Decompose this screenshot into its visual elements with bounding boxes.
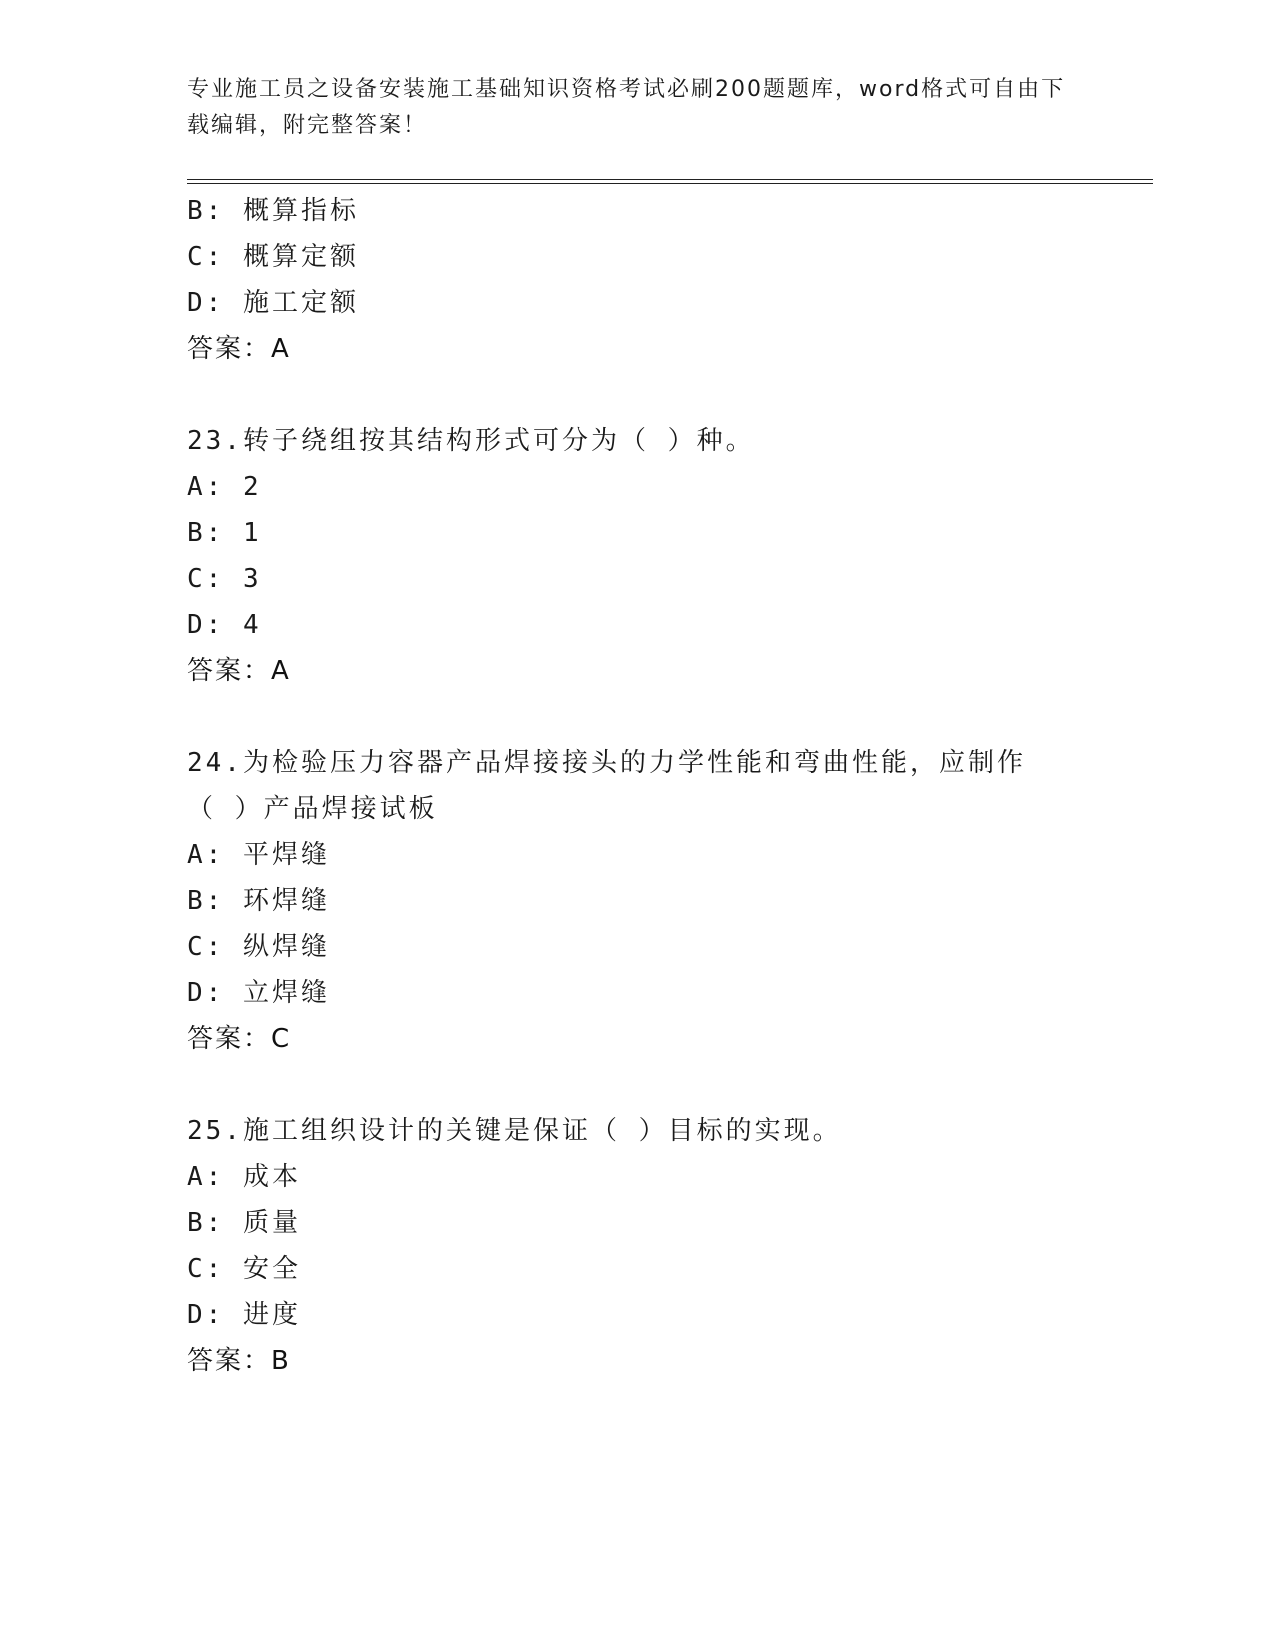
option-a: A: 平焊缝 bbox=[187, 840, 330, 870]
answer-line: 答案：A bbox=[187, 656, 291, 686]
answer-line: 答案：C bbox=[187, 1024, 292, 1054]
option-b: B: 1 bbox=[187, 518, 262, 548]
option-b: B: 概算指标 bbox=[187, 196, 359, 226]
question-list bbox=[187, 188, 1067, 1384]
spacer bbox=[187, 1062, 1067, 1108]
question-25 bbox=[187, 1108, 1067, 1384]
option-c: C: 安全 bbox=[187, 1254, 301, 1284]
spacer bbox=[187, 372, 1067, 418]
question-stem: 25.施工组织设计的关键是保证（ ）目标的实现。 bbox=[187, 1116, 842, 1146]
option-a: A: 2 bbox=[187, 472, 262, 502]
question-22-continuation bbox=[187, 188, 1067, 372]
question-23 bbox=[187, 418, 1067, 694]
document-header: 专业施工员之设备安装施工基础知识资格考试必刷200题题库，word格式可自由下载编辑，附完整答案！ bbox=[187, 77, 1066, 138]
option-d: D: 进度 bbox=[187, 1300, 301, 1330]
spacer bbox=[187, 694, 1067, 740]
option-b: B: 环焊缝 bbox=[187, 886, 330, 916]
question-stem: 23.转子绕组按其结构形式可分为（ ）种。 bbox=[187, 426, 755, 456]
option-d: D: 4 bbox=[187, 610, 262, 640]
question-stem: 24.为检验压力容器产品焊接接头的力学性能和弯曲性能，应制作（ ）产品焊接试板 bbox=[187, 748, 1026, 824]
question-24 bbox=[187, 740, 1067, 1062]
option-b: B: 质量 bbox=[187, 1208, 301, 1238]
option-d: D: 施工定额 bbox=[187, 288, 359, 318]
option-c: C: 3 bbox=[187, 564, 262, 594]
option-a: A: 成本 bbox=[187, 1162, 301, 1192]
answer-line: 答案：A bbox=[187, 334, 291, 364]
option-d: D: 立焊缝 bbox=[187, 978, 330, 1008]
header-divider bbox=[187, 179, 1153, 184]
option-c: C: 纵焊缝 bbox=[187, 932, 330, 962]
option-c: C: 概算定额 bbox=[187, 242, 359, 272]
answer-line: 答案：B bbox=[187, 1346, 291, 1376]
